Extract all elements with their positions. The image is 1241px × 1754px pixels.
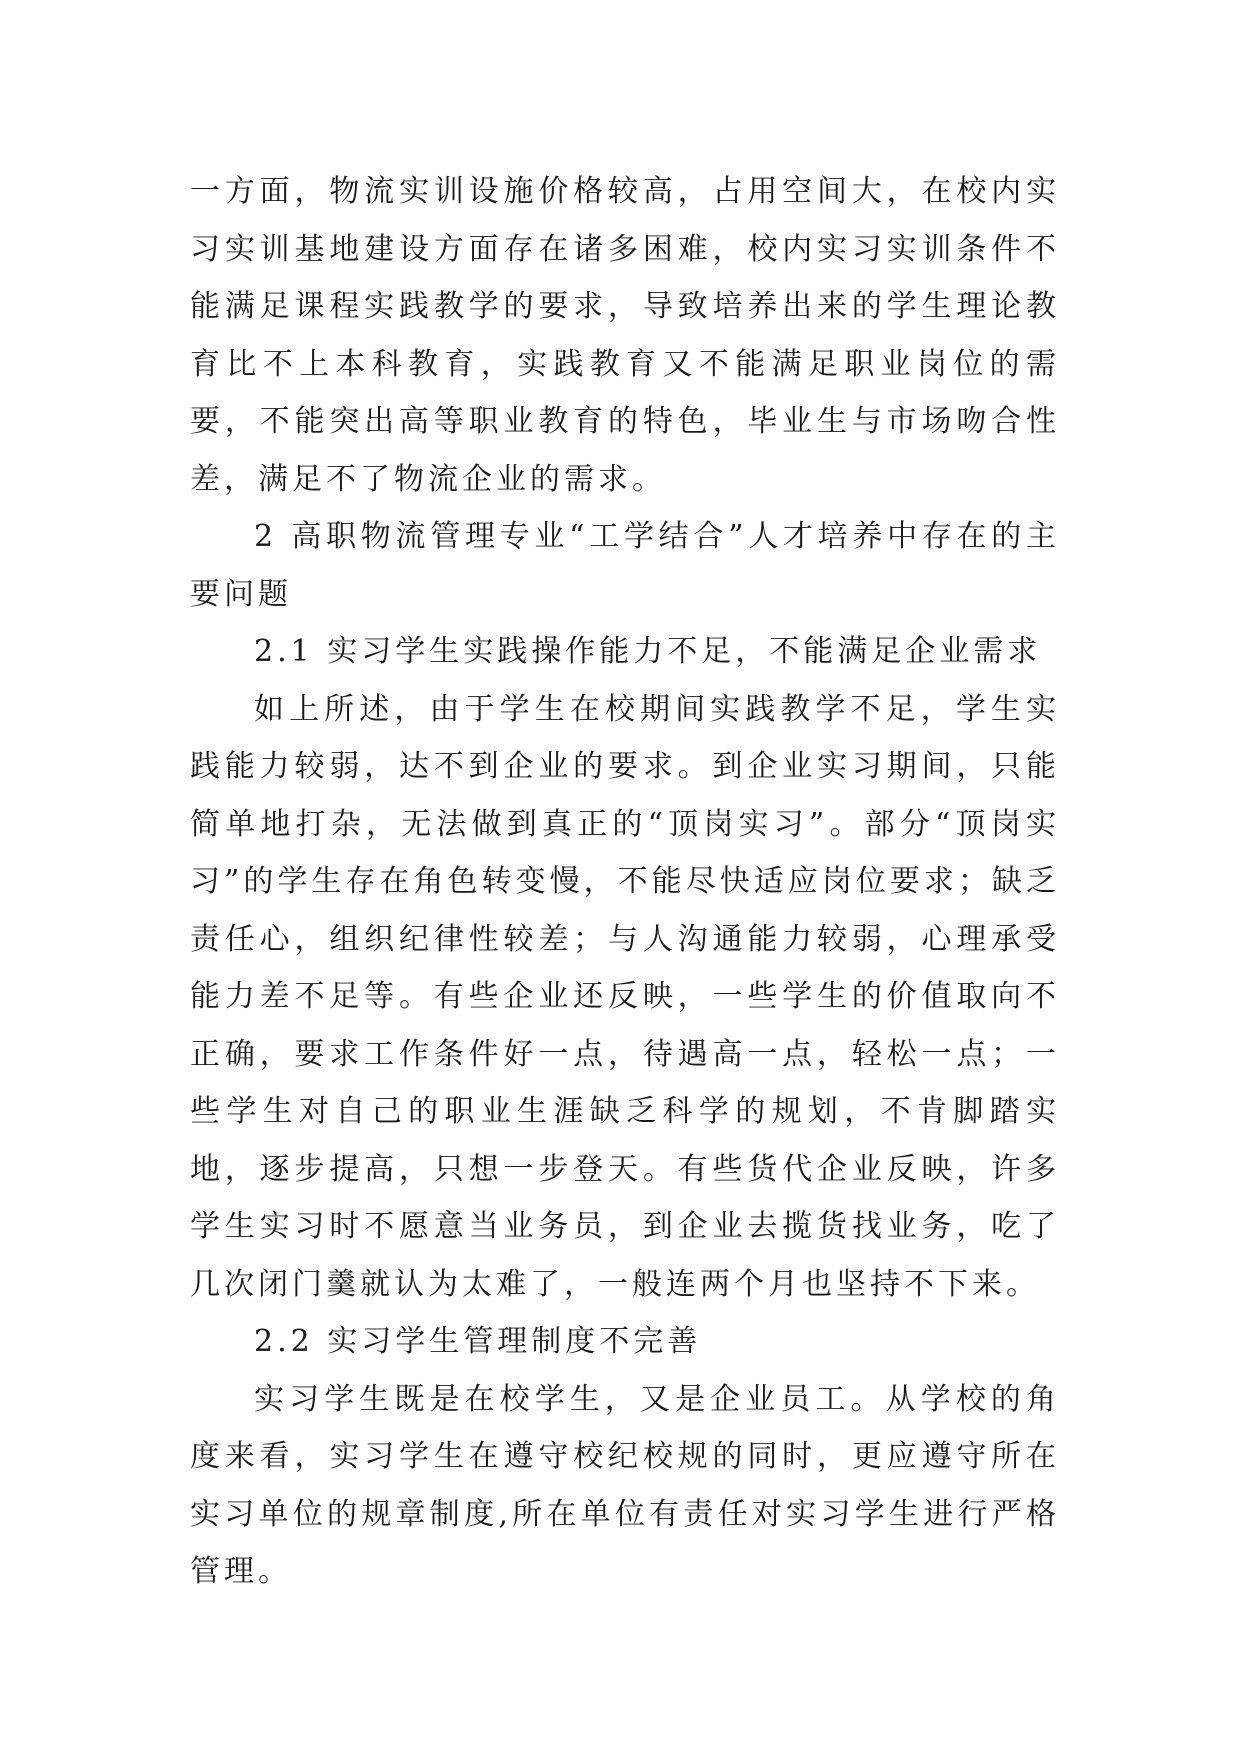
subsection-heading-2-2: 2.2 实习学生管理制度不完善	[254, 1324, 702, 1359]
paragraph-intro: 一方面，物流实训设施价格较高，占用空间大，在校内实习实训基地建设方面存在诸多困难，校内实习实训条件不能满足课程实践教学的要求，导致培养出来的学生理论教育比不上本科教育，实践教育又不能满足职业岗位的需要，不能突出高等职业教育的特色，毕业生与市场吻合性差，满足不了物流企业的需求。	[190, 174, 1060, 497]
section-heading-2: 2 高职物流管理专业“工学结合”人才培养中存在的主要问题	[190, 519, 1060, 612]
paragraph-2-1-body: 如上所述，由于学生在校期间实践教学不足，学生实践能力较弱，达不到企业的要求。到企业实习期间，只能简单地打杂，无法做到真正的“顶岗实习”。部分“顶岗实习”的学生存在角色转变慢，不能尽快适应岗位要求；缺乏责任心，组织纪律性较差；与人沟通能力较弱，心理承受能力差不足等。有些企业还反映，一些学生的价值取向不正确，要求工作条件好一点，待遇高一点，轻松一点；一些学生对自己的职业生涯缺乏科学的规划，不肯脚踏实地，逐步提高，只想一步登天。有些货代企业反映，许多学生实习时不愿意当业务员，到企业去揽货找业务，吃了几次闭门羹就认为太难了，一般连两个月也坚持不下来。	[190, 691, 1060, 1302]
document-page	[190, 163, 1060, 1601]
paragraph-2-2-body: 实习学生既是在校学生，又是企业员工。从学校的角度来看，实习学生在遵守校纪校规的同时，更应遵守所在实习单位的规章制度,所在单位有责任对实习学生进行严格管理。	[190, 1381, 1060, 1589]
subsection-heading-2-1: 2.1 实习学生实践操作能力不足，不能满足企业需求	[254, 634, 1042, 669]
